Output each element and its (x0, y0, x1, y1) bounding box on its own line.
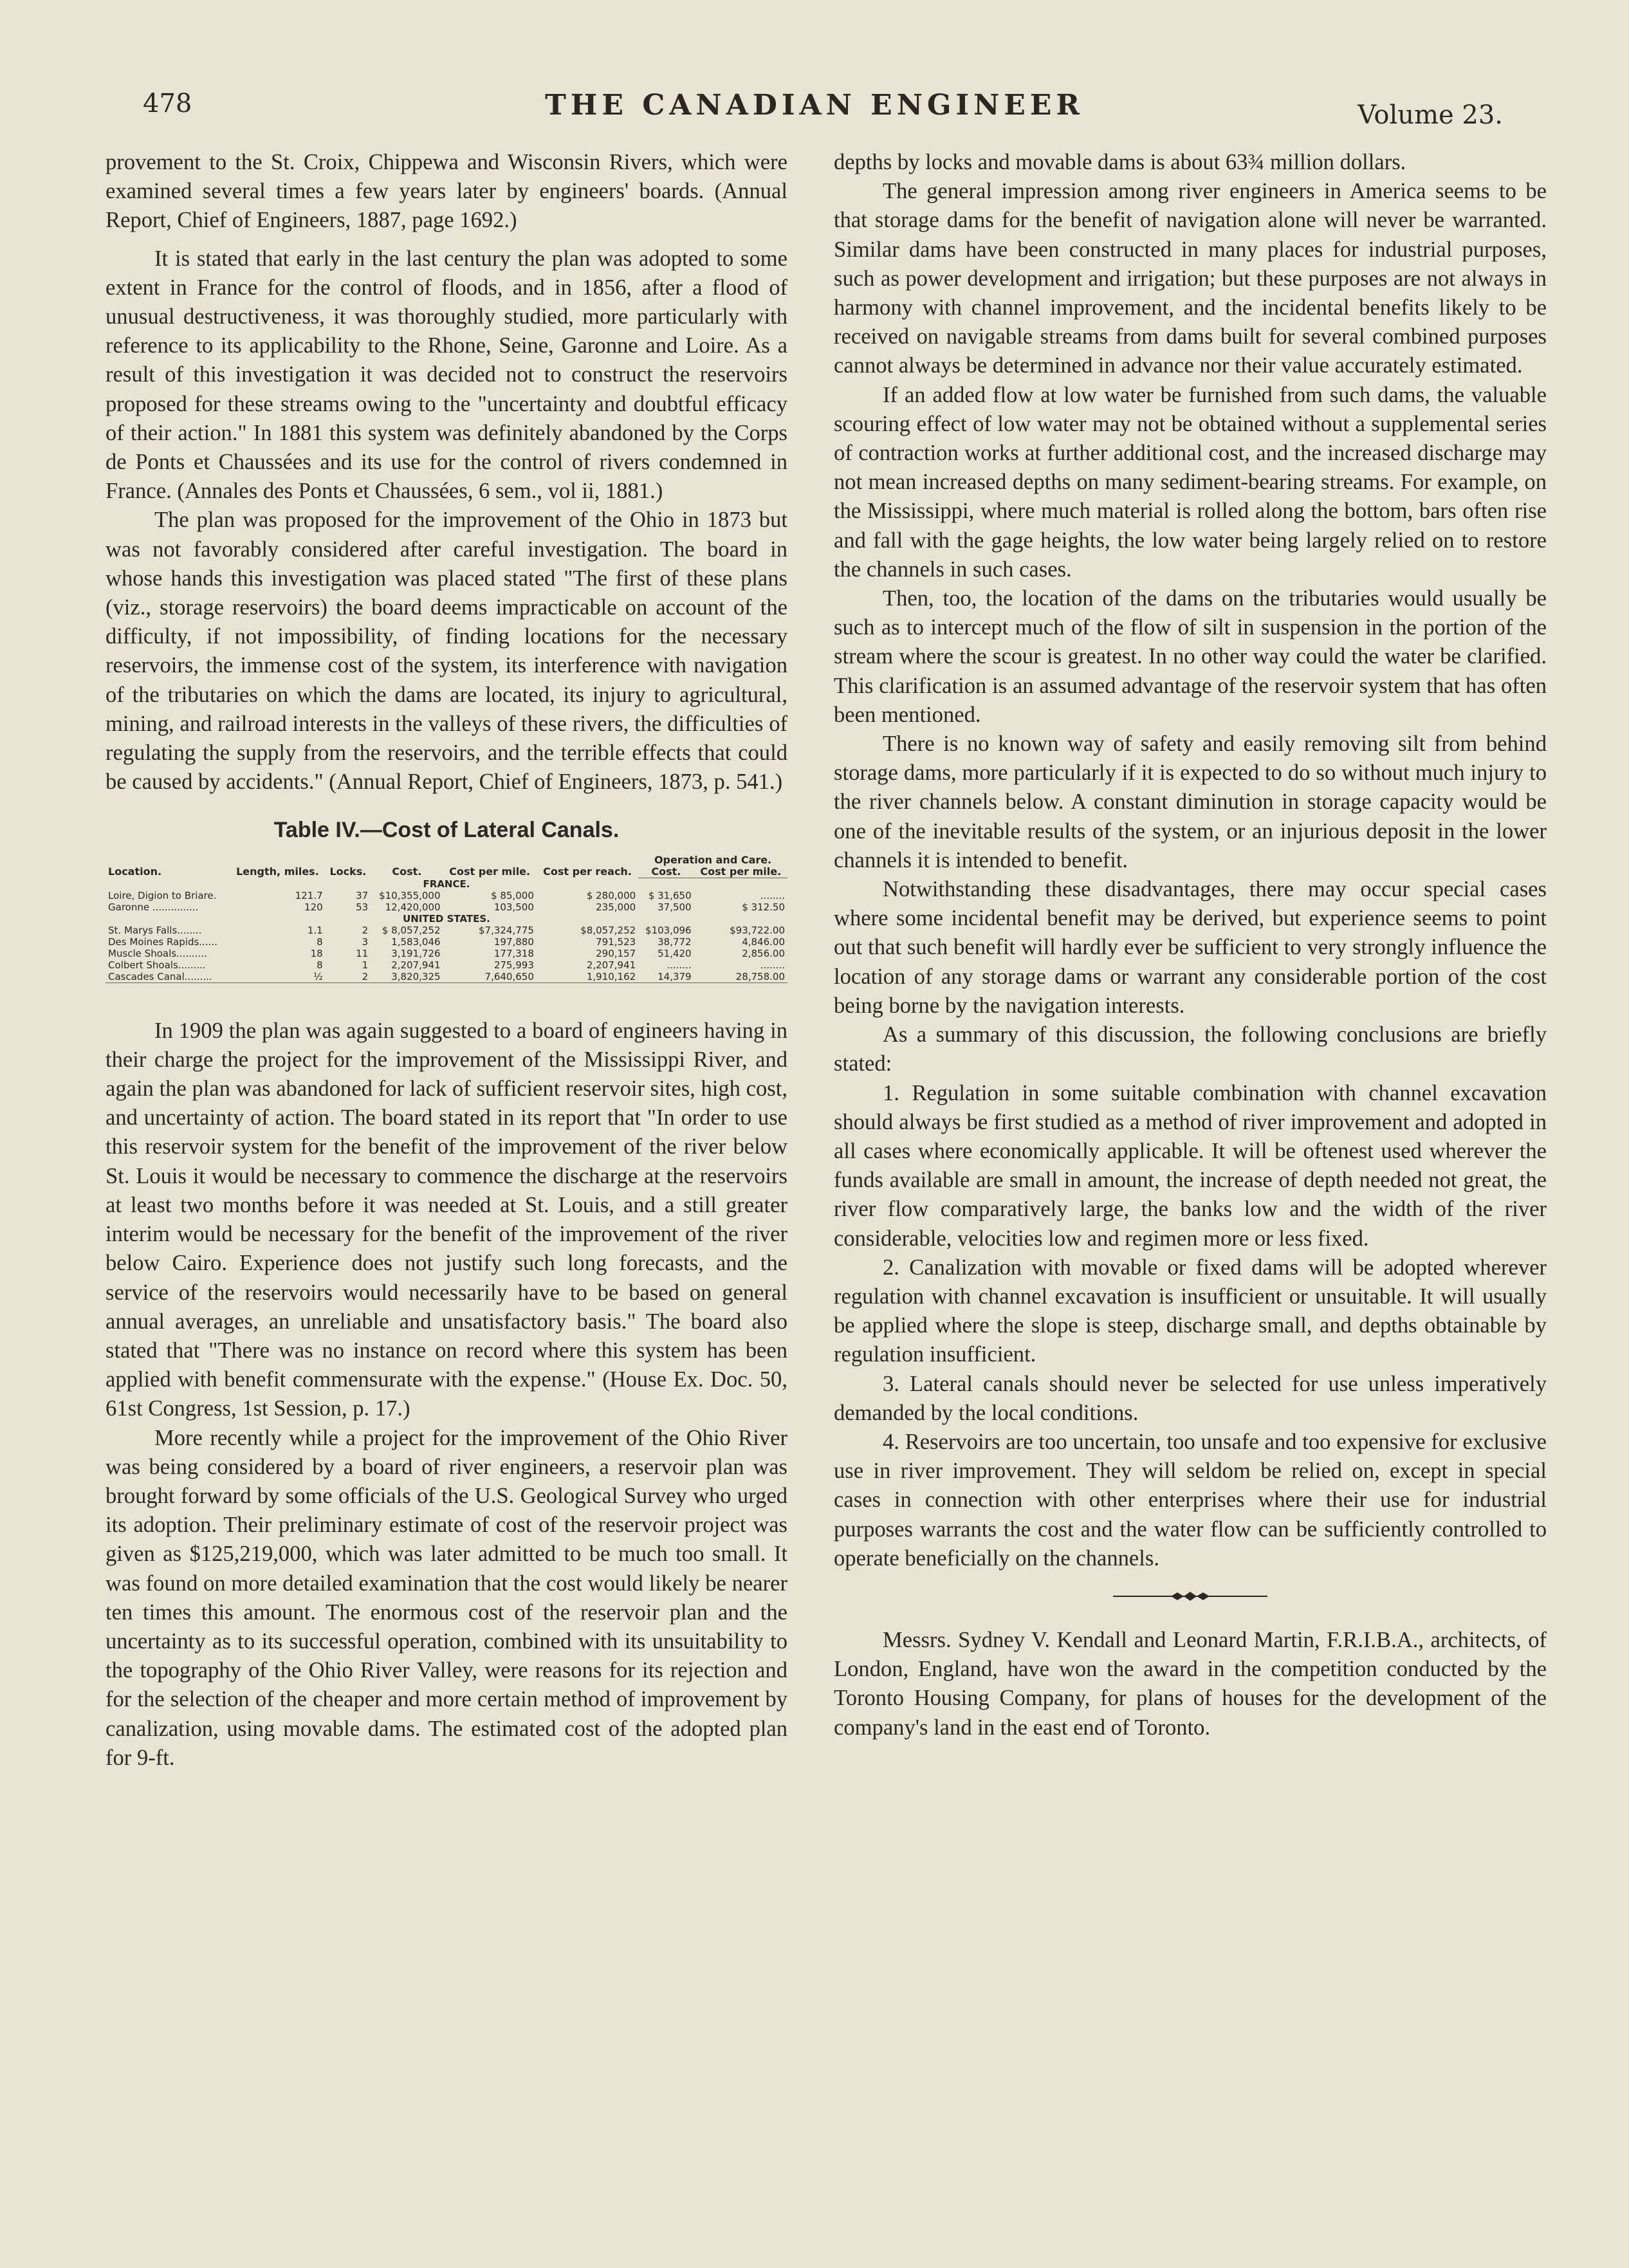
col-header-operation-group: Operation and Care. (654, 853, 772, 866)
cell-op-cost-per-mile: ........ (760, 959, 785, 971)
cell-cost-per-mile: 103,500 (493, 901, 534, 913)
cell-location: Muscle Shoals.......... (108, 947, 207, 959)
table-header-row (106, 854, 787, 866)
page-number: 478 (143, 89, 192, 118)
col-header-location: Location. (108, 865, 162, 878)
cell-cost-per-reach: 235,000 (596, 901, 636, 913)
cost-table-block (106, 816, 787, 982)
cell-cost-per-mile: 177,318 (493, 947, 534, 959)
table-section-row (106, 913, 787, 925)
section-label-france: FRANCE. (423, 878, 470, 890)
cell-op-cost: $103,096 (645, 924, 692, 936)
table-row (106, 890, 787, 901)
cell-locks: 37 (356, 889, 369, 901)
cell-locks: 2 (362, 924, 369, 936)
col-header-length: Length, miles. (236, 865, 319, 878)
cell-cost-per-reach: $8,057,252 (580, 924, 636, 936)
news-item: Messrs. Sydney V. Kendall and Leonard Martin, F.R.I.B.A., architects, of London, England, have won the award in the competition conducted by the Toronto Housing Company, for plans of houses for the development of the company's land in the east end of Toronto. (834, 1627, 1547, 1740)
cell-cost-per-mile: $ 85,000 (491, 889, 534, 901)
page-header (0, 89, 1629, 134)
cell-location: Cascades Canal......... (108, 970, 212, 982)
cell-op-cost: ........ (667, 959, 692, 971)
cell-length: 8 (317, 936, 323, 948)
cell-cost-per-reach: 1,910,162 (586, 970, 636, 982)
cell-length: 1.1 (307, 924, 323, 936)
cell-op-cost: 38,772 (658, 936, 692, 948)
cell-cost: 3,820,325 (391, 970, 441, 982)
table-row (106, 901, 787, 913)
cell-locks: 11 (356, 947, 369, 959)
paragraph: Notwithstanding these disadvantages, there may occur special cases where some incidental benefit may be derived, but experience seems to point out that such benefit will hardly ever be sufficient to very strongly influence the location of any storage dams or warrant any considerable portion of the cost being borne by the navigation interests. (834, 877, 1547, 1018)
cell-locks: 2 (362, 970, 369, 982)
paragraph: If an added flow at low water be furnished from such dams, the valuable scouring effect of low water may not be obtained without a supplemental series of contraction works at further additional cost, and the increased discharge may not mean increased depths on many sediment-bearing streams. For example, on the Mississippi, where much material is rolled along the bottom, bars often rise and fall with the gage heights, the low water being largely relied on to restore the channels in such cases. (834, 382, 1547, 582)
table-row (106, 971, 787, 982)
table-title: Table IV.—Cost of Lateral Canals. (273, 818, 620, 843)
cell-length: 8 (317, 959, 323, 971)
cell-op-cost-per-mile: 4,846.00 (742, 936, 785, 948)
paragraph: It is stated that early in the last century the plan was adopted to some extent in France for the control of floods, and in 1856, after a flood of unusual destructiveness, it was thoroughly studied, more particularly with reference to its applicability to the Rhone, Seine, Garonne and Loire. As a result of this investigation it was decided not to construct the reservoirs proposed for these streams owing to the "uncertainty and doubtful efficacy of their action." In 1881 this system was definitely abandoned by the Corps de Ponts et Chaussées and its use for the control of rivers condemned in France. (Annales des Ponts et Chaussées, 6 sem., vol ii, 1881.) (106, 246, 787, 504)
conclusion-item: 4. Reservoirs are too uncertain, too unsafe and too expensive for exclusive use in river improvement. They will seldom be relied on, except in special cases in connection with other enterprises where their use for industrial purposes warrants the cost and the water flow can be sufficiently controlled to operate beneficially on the channels. (834, 1429, 1547, 1571)
cell-cost-per-mile: 7,640,650 (484, 970, 534, 982)
cell-op-cost: 37,500 (658, 901, 692, 913)
paragraph: provement to the St. Croix, Chippewa and Wisconsin Rivers, which were examined several times a few years later by engineers' boards. (Annual Report, Chief of Engineers, 1887, page 1692.) (106, 150, 787, 233)
table-section-row (106, 878, 787, 890)
cell-op-cost: $ 31,650 (648, 889, 692, 901)
volume-label: Volume 23. (1358, 100, 1503, 130)
table-row (106, 959, 787, 971)
journal-title: THE CANADIAN ENGINEER (545, 89, 1084, 122)
cell-length: 121.7 (295, 889, 323, 901)
col-header-cost: Cost. (392, 865, 422, 878)
cost-of-lateral-canals-table (106, 854, 787, 982)
cell-location: Garonne ............... (108, 901, 199, 913)
conclusion-item: 3. Lateral canals should never be selected for use unless imperatively demanded by the local conditions. (834, 1371, 1547, 1425)
paragraph: The general impression among river engineers in America seems to be that storage dams for the benefit of navigation alone will never be warranted. Similar dams have been constructed in many places for industrial purposes, such as power development and irrigation; but these purposes are not always in harmony with channel improvement, and the incidental benefits likely to be received on navigable streams from dams built for several combined purposes cannot always be determined in advance nor their value accurately estimated. (834, 179, 1547, 378)
section-label-united-states: UNITED STATES. (403, 912, 490, 925)
cell-locks: 3 (362, 936, 369, 948)
cell-cost-per-reach: 791,523 (596, 936, 636, 948)
cell-length: 120 (304, 901, 323, 913)
cell-cost: 3,191,726 (391, 947, 441, 959)
conclusion-item: 2. Canalization with movable or fixed dams will be adopted wherever regulation with channel excavation is insufficient or unsuitable. It will usually be applied where the slope is steep, discharge small, and depths obtainable by regulation insufficient. (834, 1255, 1547, 1367)
cell-op-cost: 14,379 (658, 970, 692, 982)
conclusion-item: 1. Regulation in some suitable combination with channel excavation should always be first studied as a method of river improvement and adopted in all cases where economically applicable. It will be oftenest used wherever the funds available are small in amount, the increase of depth needed not great, the river flow comparatively large, the banks low and the width of the river considerable, velocities low and regimen more or less fixed. (834, 1080, 1547, 1251)
cell-cost-per-reach: $ 280,000 (586, 889, 636, 901)
paragraph: The plan was proposed for the improvement of the Ohio in 1873 but was not favorably considered after careful investigation. The board in whose hands this investigation was placed stated "The first of these plans (viz., storage reservoirs) the board deems impracticable on account of the difficulty, if not impossibility, of finding locations for the necessary reservoirs, the immense cost of the system, its interference with navigation of the tributaries on which the dams are located, its injury to agricultural, mining, and railroad interests in the valleys of these rivers, the difficulties of regulating the supply from the reservoirs, and the terrible effects that could be caused by accidents." (Annual Report, Chief of Engineers, 1873, p. 541.) (106, 508, 787, 795)
cell-cost: $ 8,057,252 (382, 924, 441, 936)
paragraph: Then, too, the location of the dams on the tributaries would usually be such as to intercept much of the flow of silt in suspension in the portion of the stream where the scour is greatest. In no other way could the water be clarified. This clarification is an assumed advantage of the reservoir system that has often been mentioned. (834, 586, 1547, 727)
table-rule (106, 982, 787, 983)
cell-op-cost-per-mile: 28,758.00 (735, 970, 785, 982)
cell-length: ½ (313, 970, 323, 982)
cell-locks: 1 (362, 959, 369, 971)
cell-cost: 12,420,000 (385, 901, 441, 913)
cell-cost-per-mile: $7,324,775 (478, 924, 534, 936)
col-header-locks: Locks. (329, 865, 367, 878)
cell-length: 18 (310, 947, 323, 959)
left-column (106, 148, 787, 1773)
col-header-op-cost-per-mile: Cost per mile. (694, 866, 787, 878)
cell-op-cost-per-mile: $ 312.50 (742, 901, 785, 913)
cell-cost-per-mile: 275,993 (493, 959, 534, 971)
cell-location: Loire, Digion to Briare. (108, 889, 217, 901)
col-header-cost-per-mile: Cost per mile. (449, 865, 531, 878)
col-header-op-cost: Cost. (638, 866, 694, 878)
cell-cost: 2,207,941 (391, 959, 441, 971)
cell-location: Colbert Shoals......... (108, 959, 206, 971)
paragraph: depths by locks and movable dams is about 63¾ million dollars. (834, 150, 1406, 174)
cell-cost: 1,583,046 (391, 936, 441, 948)
cell-op-cost-per-mile: 2,856.00 (742, 947, 785, 959)
cell-op-cost-per-mile: $93,722.00 (730, 924, 785, 936)
table-row (106, 948, 787, 959)
cell-cost-per-mile: 197,880 (493, 936, 534, 948)
ornament-divider-icon (1113, 1590, 1267, 1603)
cell-location: St. Marys Falls........ (108, 924, 202, 936)
paragraph: In 1909 the plan was again suggested to a board of engineers having in their charge the project for the improvement of the Mississippi River, and again the plan was abandoned for lack of sufficient reservoir sites, high cost, and uncertainty of action. The board stated in its report that "In order to use this reservoir system for the benefit of the improvement of the river below St. Louis it would be necessary to commence the discharge at the reservoirs at least two months before it was needed at St. Louis, and a still greater interim would be necessary for the benefit of the improvement of the river below Cairo. Experience does not justify such long forecasts, and the service of the reservoirs would necessarily have to be based on general annual averages, an unreliable and unsatisfactory basis." The board also stated that "There was no instance on record where this system has been applied with benefit commensurate with the expense." (House Ex. Doc. 50, 61st Congress, 1st Session, p. 17.) (106, 1018, 787, 1421)
paragraph: As a summary of this discussion, the following conclusions are briefly stated: (834, 1022, 1547, 1076)
cell-cost: $10,355,000 (379, 889, 441, 901)
cell-cost-per-reach: 290,157 (596, 947, 636, 959)
right-column (834, 148, 1547, 1742)
cell-location: Des Moines Rapids...... (108, 936, 217, 948)
cell-op-cost: 51,420 (658, 947, 692, 959)
cell-op-cost-per-mile: ........ (760, 889, 785, 901)
table-row (106, 936, 787, 948)
paragraph: There is no known way of safety and easily removing silt from behind storage dams, more particularly if it is expected to do so without much injury to the river channels below. A constant diminution in storage capacity would be one of the inevitable results of the system, or an injurious deposit in the lower channels it is intended to benefit. (834, 732, 1547, 872)
cell-locks: 53 (356, 901, 369, 913)
table-row (106, 925, 787, 936)
paragraph: More recently while a project for the improvement of the Ohio River was being considered by a board of river engineers, a reservoir plan was brought forward by some officials of the U.S. Geological Survey who urged its adoption. Their preliminary estimate of cost of the reservoir project was given as $125,219,000, which was later admitted to be much too small. It was found on more detailed examination that the cost would likely be nearer ten times this amount. The enormous cost of the reservoir plan and the uncertainty as to its successful operation, combined with its unsuitability to the topography of the Ohio River Valley, were reasons for its rejection and for the selection of the cheaper and more certain method of improvement by canalization, using movable dams. The estimated cost of the adopted plan for 9-ft. (106, 1425, 787, 1770)
col-header-cost-per-reach: Cost per reach. (543, 865, 632, 878)
cell-cost-per-reach: 2,207,941 (586, 959, 636, 971)
